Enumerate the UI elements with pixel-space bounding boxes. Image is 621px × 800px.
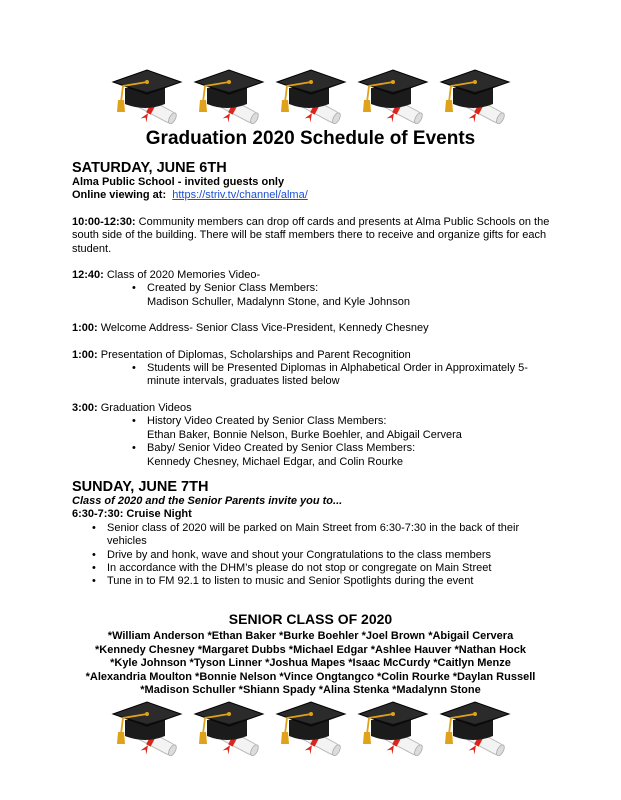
cruise-night: 6:30-7:30: Cruise Night — [72, 508, 192, 521]
names-line: *Alexandria Moulton *Bonnie Nelson *Vince Ongtangco *Colin Rourke *Daylan Russell — [85, 670, 536, 683]
bullet: • — [132, 362, 136, 375]
online-viewing — [72, 189, 552, 202]
graduation-cap-diploma-icon — [275, 700, 347, 756]
list-item-text: History Video Created by Senior Class Members: — [147, 415, 387, 428]
schedule-content — [72, 160, 552, 589]
graduation-cap-diploma-icon — [111, 700, 183, 756]
names-line: *Madison Schuller *Shiann Spady *Alina Stenka *Madalynn Stone — [140, 684, 481, 696]
list-item — [92, 562, 552, 575]
list-item — [92, 522, 552, 549]
list-item — [132, 282, 552, 295]
list-item — [92, 549, 552, 562]
list-item — [132, 296, 552, 309]
list-item — [132, 362, 552, 389]
bottom-icon-row — [0, 700, 621, 756]
bullet: • — [132, 282, 136, 295]
event-text: Class of 2020 Memories Video- — [103, 269, 261, 282]
event-graduation-videos — [72, 402, 552, 415]
list-item-text: Tune in to FM 92.1 to listen to music and Senior Spotlights during the event — [107, 575, 474, 588]
list-item — [132, 415, 552, 428]
event-text: Welcome Address- Senior Class Vice-President, Kennedy Chesney — [97, 322, 429, 335]
sunday-heading: SUNDAY, JUNE 7TH — [72, 478, 209, 495]
graduation-cap-diploma-icon — [439, 700, 511, 756]
top-icon-row — [0, 68, 621, 124]
graduation-cap-diploma-icon — [275, 68, 347, 124]
event-diplomas — [72, 349, 552, 362]
graduation-cap-diploma-icon — [357, 700, 429, 756]
event-time: 1:00: — [72, 322, 98, 335]
bullet: • — [92, 561, 96, 574]
senior-class-heading: SENIOR CLASS OF 2020 — [228, 611, 393, 627]
list-item-text: Students will be Presented Diplomas in Alphabetical Order in Approximately 5-minute intervals, graduates listed below — [147, 362, 528, 388]
list-item-text: Madison Schuller, Madalynn Stone, and Kyle Johnson — [147, 295, 410, 308]
bullet: • — [92, 575, 96, 588]
event-memories-video — [72, 269, 552, 282]
event-dropoff — [72, 216, 552, 256]
list-item — [132, 456, 552, 469]
online-viewing-link[interactable]: https://striv.tv/channel/alma/ — [172, 189, 308, 202]
event-time: 1:00: — [72, 348, 98, 361]
graduation-cap-diploma-icon — [357, 68, 429, 124]
online-label: Online viewing at: — [72, 189, 167, 202]
list-item — [92, 575, 552, 588]
graduation-cap-diploma-icon — [439, 68, 511, 124]
event-time: 10:00-12:30: — [72, 215, 136, 228]
event-time: 3:00: — [72, 401, 98, 414]
list-item-text: Baby/ Senior Video Created by Senior Class Members: — [147, 442, 416, 455]
list-item-text: In accordance with the DHM’s please do not stop or congregate on Main Street — [107, 561, 492, 574]
list-item-text: Kennedy Chesney, Michael Edgar, and Colin Rourke — [147, 455, 404, 468]
page-title: Graduation 2020 Schedule of Events — [145, 128, 476, 149]
memories-video-bullets — [132, 282, 552, 309]
saturday-location: Alma Public School - invited guests only — [72, 176, 285, 188]
graduation-cap-diploma-icon — [193, 700, 265, 756]
videos-bullets — [132, 415, 552, 469]
event-welcome — [72, 322, 552, 335]
list-item-text: Senior class of 2020 will be parked on Main Street from 6:30-7:30 in the back of their vehicles — [107, 521, 520, 548]
list-item — [132, 429, 552, 442]
bullet: • — [132, 442, 136, 455]
names-line: *Kennedy Chesney *Margaret Dubbs *Michael Edgar *Ashlee Hauver *Nathan Hock — [95, 643, 526, 656]
bullet: • — [92, 521, 96, 534]
list-item — [132, 442, 552, 455]
event-text: Presentation of Diplomas, Scholarships and Parent Recognition — [97, 348, 411, 361]
list-item-text: Ethan Baker, Bonnie Nelson, Burke Boehler, and Abigail Cervera — [147, 428, 462, 441]
graduation-cap-diploma-icon — [193, 68, 265, 124]
graduation-cap-diploma-icon — [111, 68, 183, 124]
saturday-heading: SATURDAY, JUNE 6TH — [72, 160, 227, 176]
names-line: *Kyle Johnson *Tyson Linner *Joshua Mapes *Isaac McCurdy *Caitlyn Menze — [110, 657, 511, 669]
bullet: • — [132, 415, 136, 428]
names-line: *William Anderson *Ethan Baker *Burke Boehler *Joel Brown *Abigail Cervera — [107, 630, 514, 642]
list-item-text: Drive by and honk, wave and shout your Congratulations to the class members — [107, 548, 491, 561]
senior-names — [40, 630, 581, 698]
event-text: Graduation Videos — [97, 401, 192, 414]
diplomas-bullets — [132, 362, 552, 389]
list-item-text: Created by Senior Class Members: — [147, 282, 319, 295]
bullet: • — [92, 548, 96, 561]
event-time: 12:40: — [72, 269, 104, 282]
event-text: Community members can drop off cards and presents at Alma Public Schools on the south side of the building. There will be staff members there to receive and organize gifts for each student. — [72, 215, 550, 255]
sunday-invite: Class of 2020 and the Senior Parents invite you to... — [72, 494, 343, 507]
cruise-bullets — [92, 522, 552, 589]
